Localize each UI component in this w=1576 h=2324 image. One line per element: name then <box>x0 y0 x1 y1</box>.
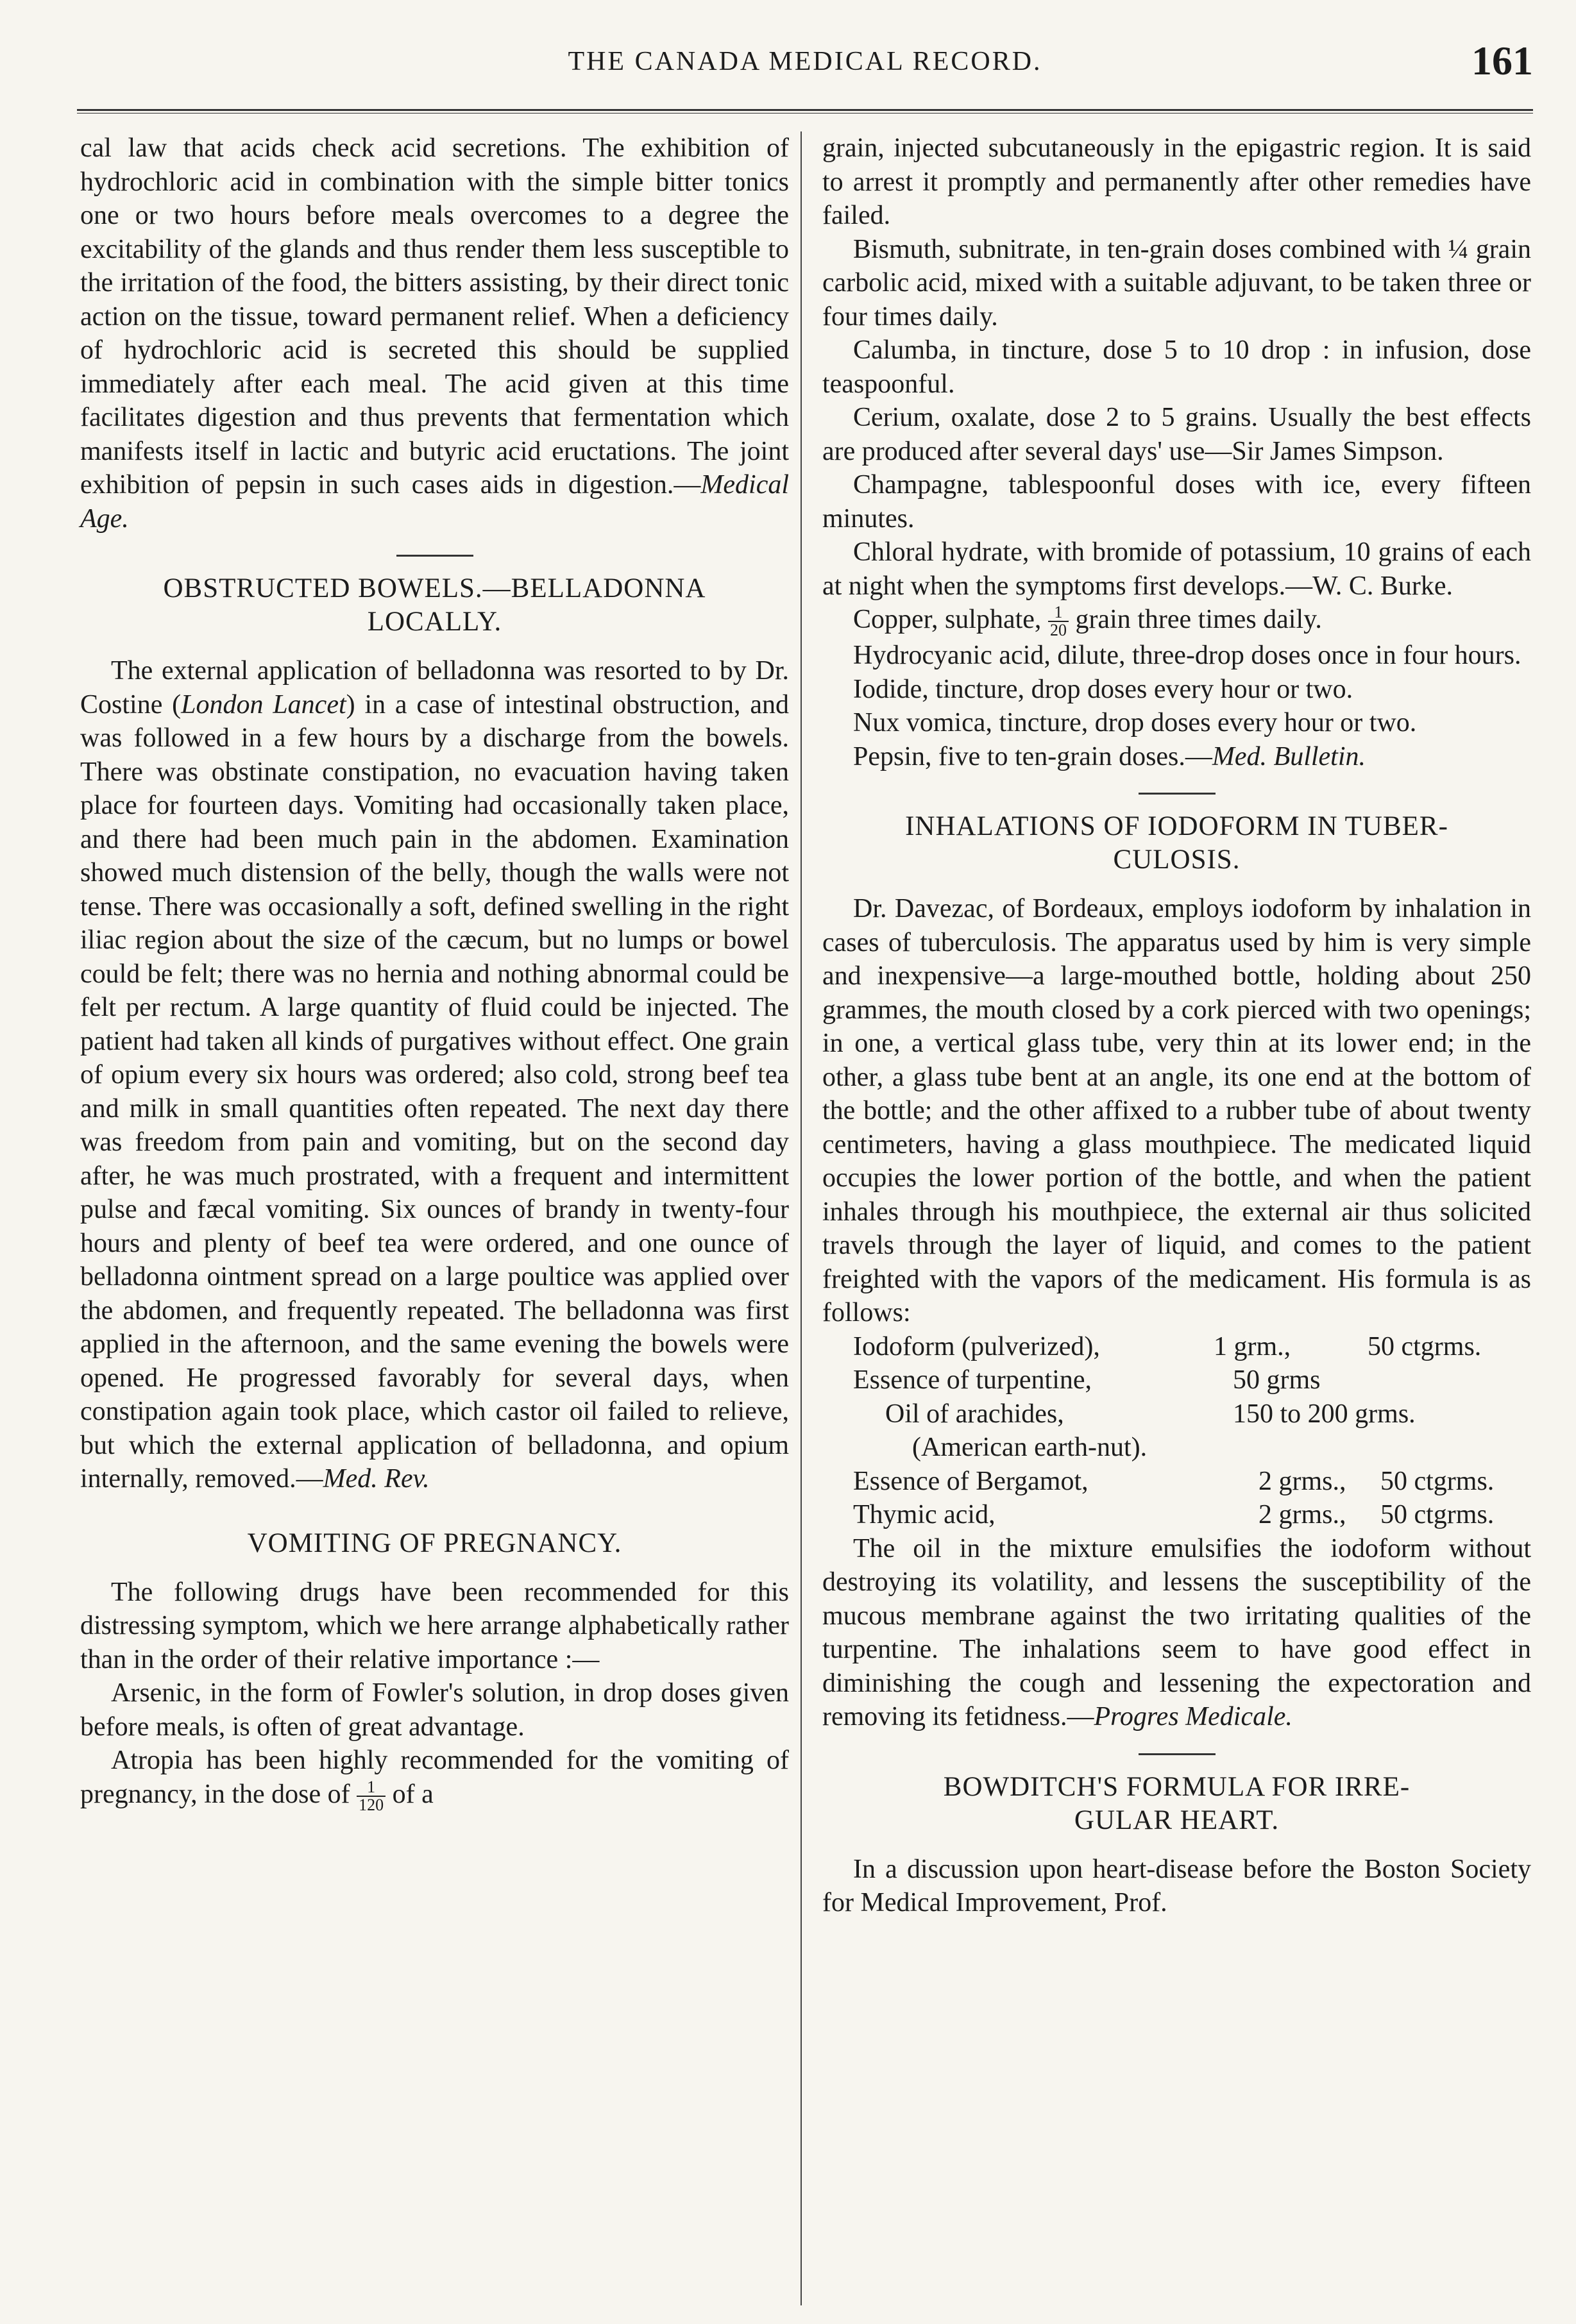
list-item: Bismuth, subnitrate, in ten-grain doses combined with ¼ grain carbolic acid, mixed with a suitable adjuvant, to be taken three or four times daily. <box>822 234 1531 332</box>
fraction: $\frac{1}{120}$ <box>357 1779 386 1814</box>
list-item: Cerium, oxalate, dose 2 to 5 grains. Usually the best effects are produced after several days' use—Sir James Simpson. <box>822 403 1531 466</box>
list-item: Calumba, in tincture, dose 5 to 10 drop : in infusion, dose teaspoonful. <box>822 335 1531 399</box>
article-paragraph: In a discussion upon heart-disease before the Boston Society for Medical Improvement, Prof. <box>822 1854 1531 1918</box>
article-paragraph: cal law that acids check acid secretions. The exhibition of hydrochloric acid in combination with the simple bitter tonics one or two hours before meals overcomes to a degree the excitability of the glands and thus render them less susceptible to the irritation of the food, the bitters assisting, by their direct tonic action on the tissue, toward permanent relief. When a deficiency of hydrochloric acid is secreted this should be supplied immediately after each meal. The acid given at this time facilitates digestion and thus prevents that fermentation which manifests itself in lactic and butyric acid eructations. The joint exhibition of pepsin in such cases aids in digestion.—Medical Age. <box>80 133 789 534</box>
article-heading: OBSTRUCTED BOWELS.—BELLADONNA LOCALLY. <box>163 573 706 637</box>
page-header <box>77 37 1533 95</box>
article-paragraph: Arsenic, in the form of Fowler's solution, in drop doses given before meals, is often of great advantage. <box>80 1678 789 1742</box>
article-paragraph: grain, injected subcutaneously in the epigastric region. It is said to arrest it promptly and permanently after other remedies have failed. <box>822 133 1531 230</box>
list-item: Pepsin, five to ten-grain doses.—Med. Bulletin. <box>853 741 1366 771</box>
list-item: Chloral hydrate, with bromide of potassium, 10 grains of each at night when the symptoms first develops.—W. C. Burke. <box>822 537 1531 601</box>
source-citation: Medical Age. <box>80 470 789 534</box>
section-separator <box>396 555 473 557</box>
article-paragraph: The oil in the mixture emulsifies the iodoform without destroying its volatility, and lessens the susceptibility of the mucous membrane against the two irritating qualities of the turpentine. The inhalations seem to have good effect in diminishing the cough and lessening the expectoration and removing its fetidness.—Progres Medicale. <box>822 1533 1531 1732</box>
article-paragraph: The external application of belladonna was resorted to by Dr. Costine (London Lancet) in a case of intestinal obstruction, and was followed in a few hours by a discharge from the bowels. There was obstinate constipation, no evacuation having taken place for fourteen days. Vomiting had occasionally taken place, and there had been much pain in the abdomen. Examination showed much distension of the belly, though the walls were not tense. There was occasionally a soft, defined swelling in the right iliac region about the size of the cæcum, but no lumps or bowel could be felt; there was no hernia and nothing abnormal could be felt per rectum. A large quantity of fluid could be injected. The patient had taken all kinds of purgatives without effect. One grain of opium every six hours was ordered; also cold, strong beef tea and milk in small quantities often repeated. The next day there was freedom from pain and vomiting, but on the second day after, he was much prostrated, with a frequent and intermittent pulse and fæcal vomiting. Six ounces of brandy in twenty-four hours and plenty of beef tea were ordered, and one ounce of belladonna ointment spread on a large poultice was applied over the abdomen, and frequently repeated. The belladonna was first applied in the afternoon, and the same evening the bowels were opened. He progressed favorably for several days, when constipation again took place, which castor oil failed to relieve, but which the external application of belladonna, and opium internally, removed.—Med. Rev. <box>80 656 789 1494</box>
article-paragraph: The following drugs have been recommended for this distressing symptom, which we here arrange alphabetically rather than in the order of their relative importance :— <box>80 1577 789 1674</box>
article-paragraph: Dr. Davezac, of Bordeaux, employs iodoform by inhalation in cases of tuberculosis. The apparatus used by him is very simple and inexpensive—a large-mouthed bottle, holding about 250 grammes, the mouth closed by a cork pierced with two openings; in one, a vertical glass tube, very thin at its lower end; in the other, a glass tube bent at an angle, its one end at the bottom of the bottle; and the other affixed to a rubber tube of about twenty centimeters, having a glass mouthpiece. The medicated liquid occupies the lower portion of the bottle, and when the patient inhales through his mouthpiece, the external air thus solicited travels through the layer of liquid, and comes to the patient freighted with the vapors of the medicament. His formula is as follows: <box>822 894 1531 1328</box>
article-heading: INHALATIONS OF IODOFORM IN TUBER- CULOSIS. <box>905 811 1448 875</box>
fraction: $\frac{1}{20}$ <box>1048 604 1069 639</box>
header-rule <box>77 109 1533 114</box>
source-citation: London Lancet <box>181 689 346 720</box>
section-separator <box>1139 793 1216 795</box>
formula-row: (American earth-nut). <box>912 1433 1148 1463</box>
formula-row: Essence of turpentine, 50 grms <box>853 1365 1321 1395</box>
list-item: Iodide, tincture, drop doses every hour or two. <box>853 674 1353 704</box>
article-paragraph: Atropia has been highly recommended for the vomiting of pregnancy, in the dose of $\frac{1}{120}$ of a <box>80 1746 789 1814</box>
left-column <box>80 131 789 2299</box>
source-citation: Progres Medicale. <box>1094 1702 1292 1732</box>
column-divider <box>801 131 802 2305</box>
source-citation: Med. Bulletin. <box>1212 741 1366 771</box>
formula-row: Essence of Bergamot, 2 grms., 50 ctgrms. <box>853 1466 1495 1496</box>
journal-title: THE CANADA MEDICAL RECORD. <box>568 47 1042 76</box>
article-heading: VOMITING OF PREGNANCY. <box>247 1528 622 1558</box>
formula-row: Oil of arachides, 150 to 200 grms. <box>885 1399 1416 1429</box>
section-separator <box>1139 1753 1216 1755</box>
list-item: Champagne, tablespoonful doses with ice, every fifteen minutes. <box>822 470 1531 534</box>
formula-row: Thymic acid, 2 grms., 50 ctgrms. <box>853 1500 1495 1530</box>
formula-table <box>822 1330 1531 1532</box>
right-column <box>822 131 1531 2299</box>
formula-row: Iodoform (pulverized), 1 grm., 50 ctgrms. <box>853 1331 1482 1361</box>
list-item: Nux vomica, tincture, drop doses every hour or two. <box>853 708 1417 738</box>
list-item: Hydrocyanic acid, dilute, three-drop doses once in four hours. <box>853 641 1521 671</box>
page-number: 161 <box>1471 38 1533 83</box>
source-citation: Med. Rev. <box>323 1464 430 1494</box>
article-heading: BOWDITCH'S FORMULA FOR IRRE- GULAR HEART. <box>943 1771 1411 1835</box>
list-item: Copper, sulphate, $\frac{1}{20}$ grain three times daily. <box>853 603 1322 640</box>
